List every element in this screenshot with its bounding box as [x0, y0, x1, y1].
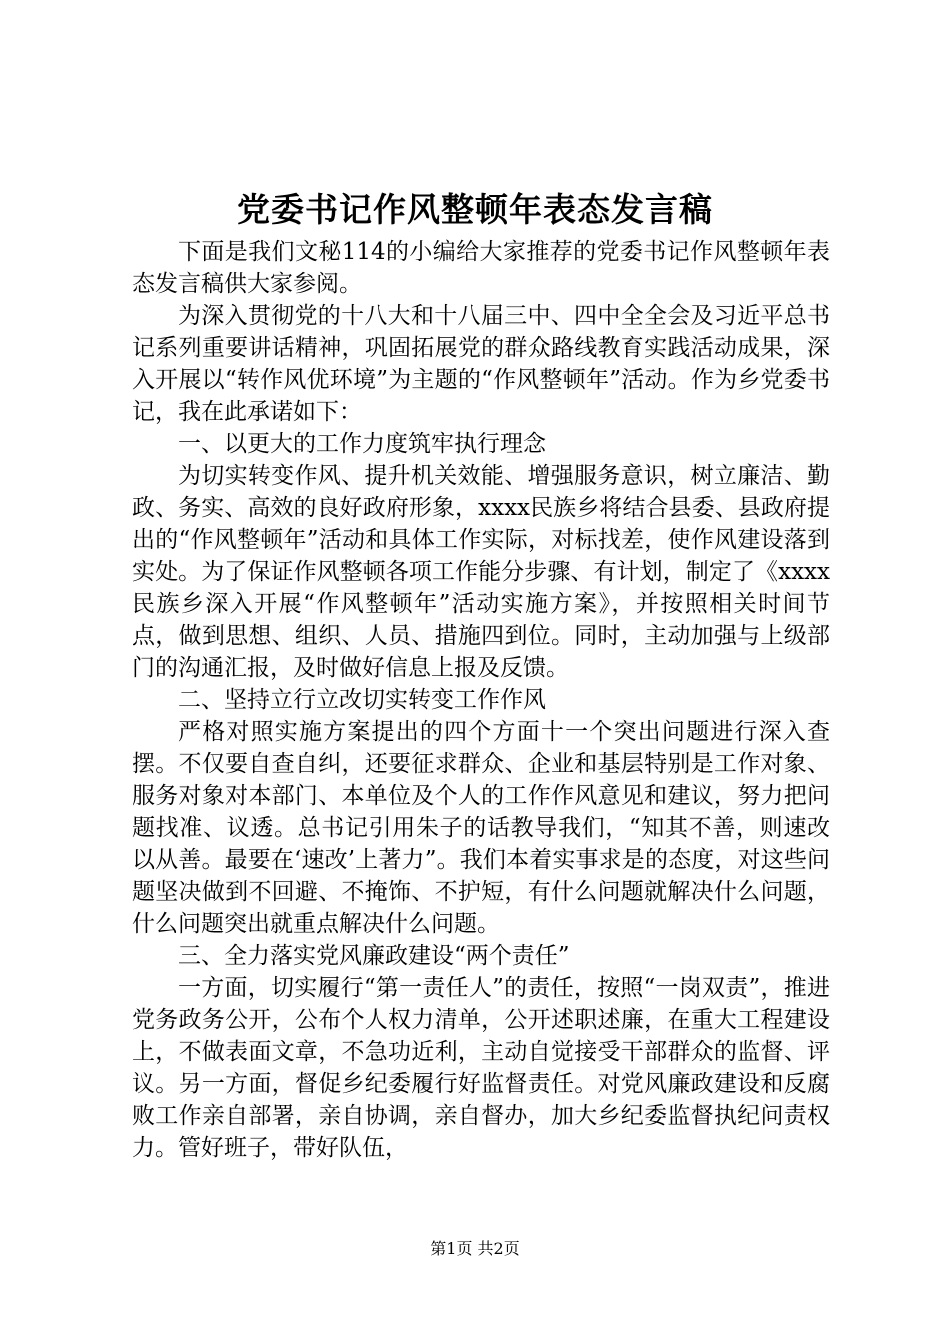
paragraph-section-2: 严格对照实施方案提出的四个方面十一个突出问题进行深入查摆。不仅要自查自纠，还要征求群众、企业和基层特别是工作对象、服务对象对本部门、本单位及个人的工作作风意见和建议，努力把问题找准、议透。总书记引用朱子的话教导我们，“知其不善，则速改以从善。最要在‘速改’上著力”。我们本着实事求是的态度，对这些问题坚决做到不回避、不掩饰、不护短，有什么问题就解决什么问题，什么问题突出就重点解决什么问题。: [132, 719, 830, 937]
document-body: [132, 236, 830, 1164]
paragraph-section-1: 为切实转变作风、提升机关效能、增强服务意识，树立廉洁、勤政、务实、高效的良好政府形象，xxxx民族乡将结合县委、县政府提出的“作风整顿年”活动和具体工作实际，对标找差，使作风建设落到实处。为了保证作风整顿各项工作能分步骤、有计划，制定了《xxxx民族乡深入开展“作风整顿年”活动实施方案》，并按照相关时间节点，做到思想、组织、人员、措施四到位。同时，主动加强与上级部门的沟通汇报，及时做好信息上报及反馈。: [132, 463, 830, 681]
section-heading-2: 二、坚持立行立改切实转变工作作风: [178, 687, 546, 713]
section-heading-3: 三、全力落实党风廉政建设“两个责任”: [178, 943, 570, 969]
paragraph-section-3: 一方面，切实履行“第一责任人”的责任，按照“一岗双责”，推进党务政务公开，公布个人权力清单，公开述职述廉，在重大工程建设上，不做表面文章，不急功近利，主动自觉接受干部群众的监督、评议。另一方面，督促乡纪委履行好监督责任。对党风廉政建设和反腐败工作亲自部署，亲自协调，亲自督办，加大乡纪委监督执纪问责权力。管好班子，带好队伍，: [132, 975, 830, 1161]
page-footer: 第1页 共2页: [430, 1239, 520, 1258]
paragraph-intro: 下面是我们文秘114的小编给大家推荐的党委书记作风整顿年表态发言稿供大家参阅。: [132, 239, 830, 297]
paragraph-opening: 为深入贯彻党的十八大和十八届三中、四中全全会及习近平总书记系列重要讲话精神，巩固拓展党的群众路线教育实践活动成果，深入开展以“转作风优环境”为主题的“作风整顿年”活动。作为乡党委书记，我在此承诺如下：: [132, 303, 830, 425]
section-heading-1: 一、以更大的工作力度筑牢执行理念: [178, 431, 546, 457]
document-title: 党委书记作风整顿年表态发言稿: [237, 190, 713, 229]
